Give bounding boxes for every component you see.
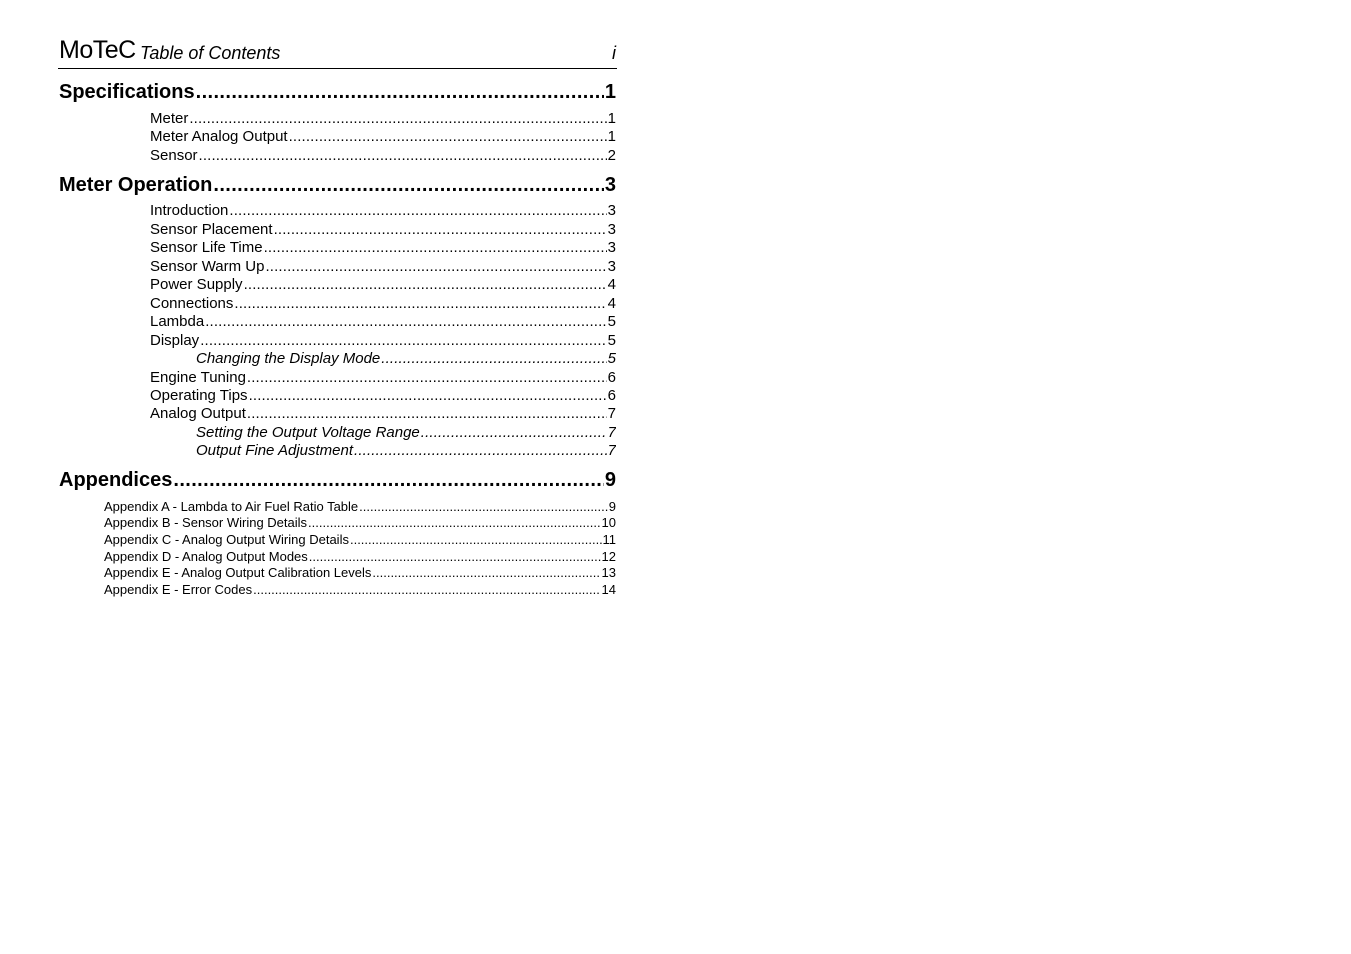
dot-leader bbox=[381, 350, 606, 368]
toc-page-number: 7 bbox=[607, 442, 616, 459]
toc-subentry[interactable] bbox=[196, 424, 616, 442]
toc-section-appendices[interactable] bbox=[59, 468, 616, 492]
dot-leader bbox=[350, 532, 602, 548]
dot-leader bbox=[213, 173, 604, 197]
toc-section-title: Meter Operation bbox=[59, 174, 213, 196]
toc-appendix-entry[interactable] bbox=[104, 532, 616, 548]
toc-appendix-entry[interactable] bbox=[104, 582, 616, 598]
toc-entry[interactable] bbox=[150, 313, 616, 331]
toc-page-number: 9 bbox=[604, 469, 616, 491]
toc-page-number: 1 bbox=[604, 81, 616, 103]
toc-entry-label: Appendix D - Analog Output Modes bbox=[104, 549, 308, 564]
dot-leader bbox=[264, 239, 607, 257]
page-header bbox=[58, 34, 617, 69]
toc-appendix-entry[interactable] bbox=[104, 515, 616, 531]
toc-appendix-entry[interactable] bbox=[104, 499, 616, 515]
toc-page-number: 3 bbox=[607, 258, 616, 275]
toc-page-number: 3 bbox=[607, 239, 616, 256]
dot-leader bbox=[359, 499, 608, 515]
dot-leader bbox=[253, 582, 600, 598]
toc-entry[interactable] bbox=[150, 221, 616, 239]
toc-page-number: 5 bbox=[607, 350, 616, 367]
dot-leader bbox=[289, 128, 607, 146]
dot-leader bbox=[372, 565, 600, 581]
dot-leader bbox=[274, 221, 607, 239]
toc-entry-label: Appendix E - Error Codes bbox=[104, 582, 253, 597]
toc-entry[interactable] bbox=[150, 258, 616, 276]
toc-entry[interactable] bbox=[150, 239, 616, 257]
toc-entry-label: Appendix E - Analog Output Calibration Levels bbox=[104, 565, 372, 580]
toc-entry-label: Analog Output bbox=[150, 405, 246, 422]
dot-leader bbox=[421, 424, 607, 442]
toc-page-number: 6 bbox=[607, 369, 616, 386]
toc-entry[interactable] bbox=[150, 405, 616, 423]
toc-entry-label: Appendix B - Sensor Wiring Details bbox=[104, 515, 308, 530]
toc-entry-label: Sensor Life Time bbox=[150, 239, 263, 256]
toc-entry-label: Sensor Placement bbox=[150, 221, 273, 238]
dot-leader bbox=[247, 405, 607, 423]
toc-entry-label: Meter Analog Output bbox=[150, 128, 288, 145]
toc-entry-label: Sensor bbox=[150, 147, 198, 164]
header-page-number: i bbox=[612, 43, 616, 63]
toc-entry[interactable] bbox=[150, 147, 616, 165]
dot-leader bbox=[244, 276, 607, 294]
toc-entry-label: Display bbox=[150, 332, 200, 349]
brand-logo-text: MoTeC bbox=[59, 36, 136, 64]
toc-subentry[interactable] bbox=[196, 350, 616, 368]
toc-page-number: 14 bbox=[601, 582, 616, 597]
toc-page-number: 9 bbox=[608, 499, 616, 514]
toc-entry[interactable] bbox=[150, 369, 616, 387]
toc-page-number: 12 bbox=[601, 549, 616, 564]
dot-leader bbox=[309, 549, 601, 565]
toc-page-number: 2 bbox=[607, 147, 616, 164]
toc-entry[interactable] bbox=[150, 332, 616, 350]
dot-leader bbox=[234, 295, 606, 313]
dot-leader bbox=[173, 468, 604, 492]
dot-leader bbox=[205, 313, 606, 331]
toc-page-number: 4 bbox=[607, 295, 616, 312]
toc-page-number: 11 bbox=[602, 532, 616, 547]
toc-page-number: 3 bbox=[607, 202, 616, 219]
dot-leader bbox=[247, 369, 607, 387]
dot-leader bbox=[308, 515, 601, 531]
toc-appendix-entry[interactable] bbox=[104, 565, 616, 581]
toc-entry-label: Meter bbox=[150, 110, 189, 127]
toc-section-title: Specifications bbox=[59, 81, 195, 103]
toc-page-number: 1 bbox=[607, 128, 616, 145]
toc-entry-label: Power Supply bbox=[150, 276, 243, 293]
dot-leader bbox=[229, 202, 606, 220]
toc-entry[interactable] bbox=[150, 128, 616, 146]
toc-entry[interactable] bbox=[150, 276, 616, 294]
toc-entry[interactable] bbox=[150, 202, 616, 220]
toc-page-number: 4 bbox=[607, 276, 616, 293]
toc-entry-label: Appendix C - Analog Output Wiring Details bbox=[104, 532, 349, 547]
toc-section-specifications[interactable] bbox=[59, 80, 616, 104]
toc-page-number: 5 bbox=[607, 313, 616, 330]
toc-page-number: 7 bbox=[607, 424, 616, 441]
toc-page-number: 13 bbox=[601, 565, 616, 580]
toc-entry-label: Lambda bbox=[150, 313, 205, 330]
dot-leader bbox=[196, 80, 604, 104]
toc-entry-label: Output Fine Adjustment bbox=[196, 442, 354, 459]
dot-leader bbox=[265, 258, 606, 276]
dot-leader bbox=[249, 387, 607, 405]
header-title: Table of Contents bbox=[140, 43, 281, 63]
toc-entry-label: Sensor Warm Up bbox=[150, 258, 265, 275]
toc-entry-label: Connections bbox=[150, 295, 234, 312]
dot-leader bbox=[199, 147, 607, 165]
toc-entry-label: Engine Tuning bbox=[150, 369, 246, 386]
toc-page-number: 3 bbox=[607, 221, 616, 238]
dot-leader bbox=[200, 332, 606, 350]
toc-page-number: 5 bbox=[607, 332, 616, 349]
toc-page-number: 7 bbox=[607, 405, 616, 422]
toc-page-number: 10 bbox=[601, 515, 616, 530]
toc-entry-label: Appendix A - Lambda to Air Fuel Ratio Table bbox=[104, 499, 359, 514]
dot-leader bbox=[354, 442, 607, 460]
toc-page-number: 6 bbox=[607, 387, 616, 404]
toc-page-number: 3 bbox=[604, 174, 616, 196]
toc-section-meter-operation[interactable] bbox=[59, 173, 616, 197]
toc-section-title: Appendices bbox=[59, 469, 173, 491]
toc-entry-label: Setting the Output Voltage Range bbox=[196, 424, 420, 441]
toc-entry-label: Introduction bbox=[150, 202, 229, 219]
toc-appendix-entry[interactable] bbox=[104, 549, 616, 565]
toc-entry[interactable] bbox=[150, 387, 616, 405]
toc-entry-label: Changing the Display Mode bbox=[196, 350, 381, 367]
toc-entry[interactable] bbox=[150, 295, 616, 313]
toc-subentry[interactable] bbox=[196, 442, 616, 460]
dot-leader bbox=[189, 110, 606, 128]
toc-page-number: 1 bbox=[607, 110, 616, 127]
toc-entry-label: Operating Tips bbox=[150, 387, 248, 404]
toc-entry[interactable] bbox=[150, 110, 616, 128]
